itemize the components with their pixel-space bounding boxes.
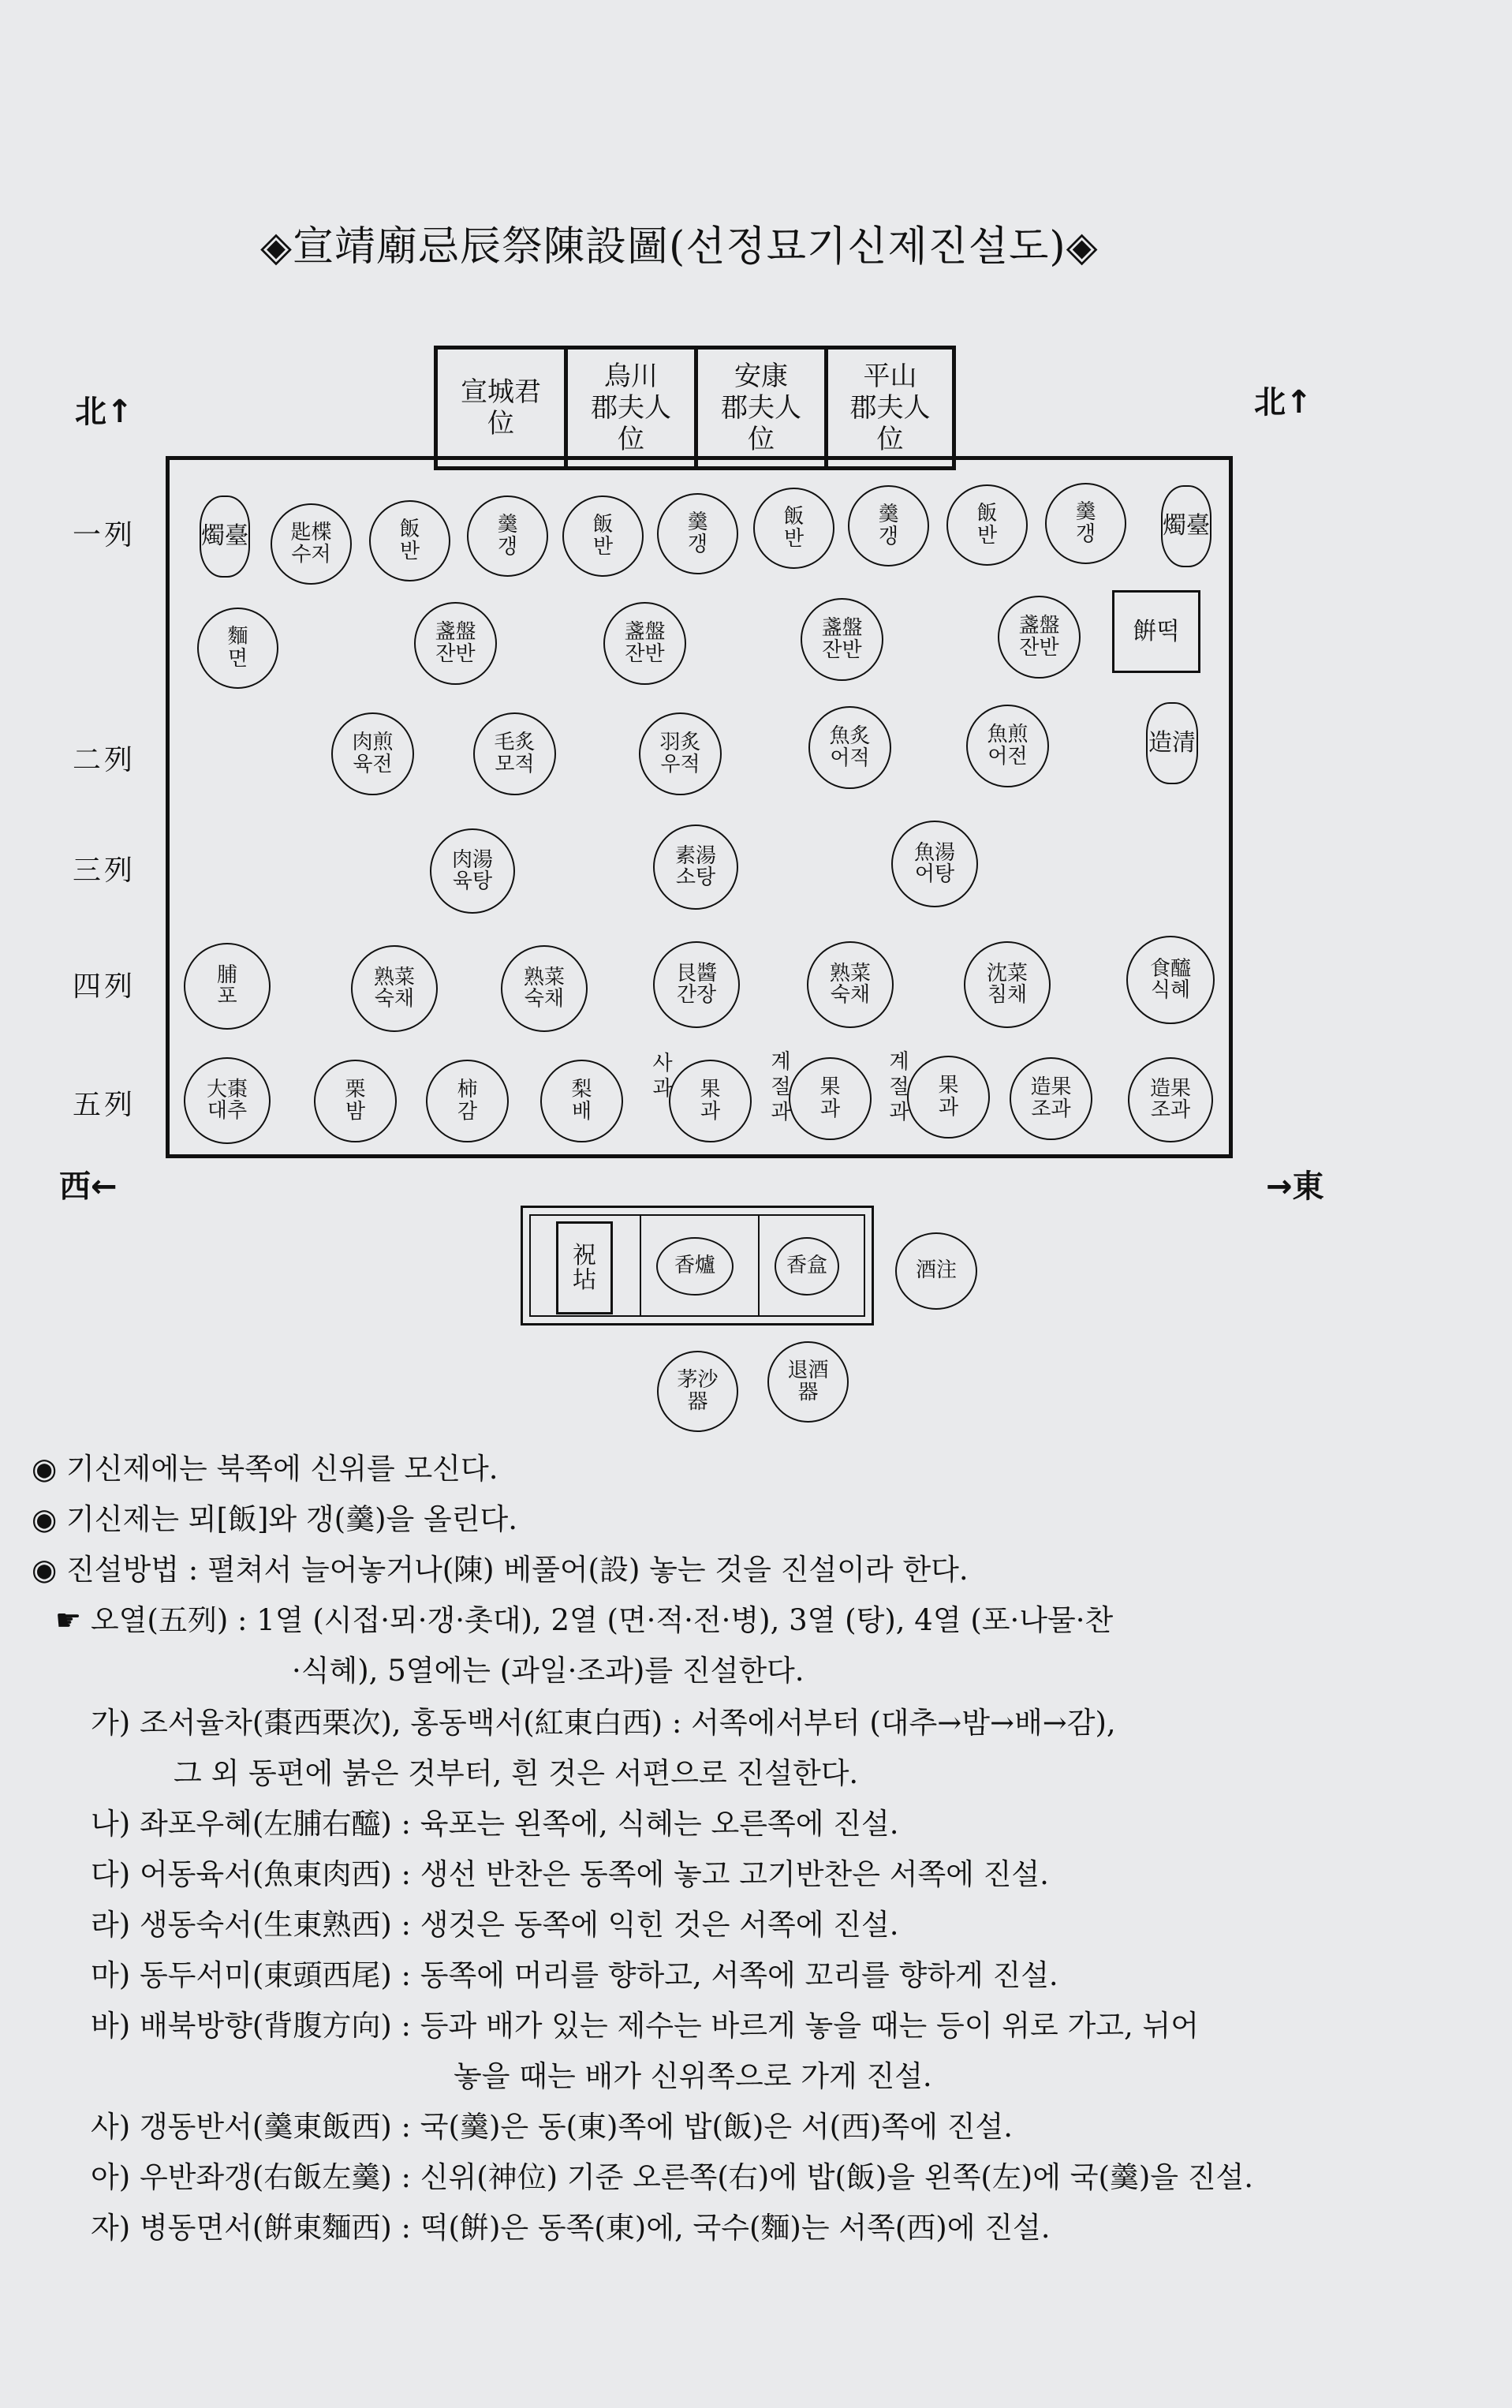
dish-confection-2: [1128, 1057, 1213, 1142]
note-line: 마) 동두서미(東頭西尾) : 동쪽에 머리를 향하고, 서쪽에 꼬리를 향하게 진설.: [91, 1958, 1058, 1992]
note-line: 그 외 동편에 붉은 것부터, 흰 것은 서편으로 진설한다.: [174, 1756, 859, 1790]
page-title: ◈宣靖廟忌辰祭陳設圖(선정묘기신제진설도)◈: [260, 223, 1099, 271]
tablet-seongseong: [434, 346, 568, 470]
note-line: 아) 우반좌갱(右飯左羹) : 신위(神位) 기준 오른쪽(右)에 밥(飯)을 왼쪽(左)에 국(羹)을 진설.: [91, 2160, 1254, 2194]
wine-ewer-text: 酒注: [915, 1258, 957, 1283]
dish-hanja: 果: [938, 1074, 959, 1098]
sand-bowl: [657, 1351, 738, 1432]
dish-hanja: 肉湯: [451, 847, 493, 872]
dish-hanja: 盞盤: [435, 620, 476, 645]
dish-hanja: 飯: [592, 513, 614, 537]
dish-hanja: 素湯: [674, 843, 716, 868]
dish-hanja: 燭臺: [1163, 512, 1210, 540]
tablet-text: 平山: [863, 361, 917, 392]
dish-cooked-veg-1: [351, 945, 438, 1032]
dish-hangul: 잔반: [435, 641, 476, 666]
dish-spoons: [271, 503, 352, 585]
dish-hanja: 麵: [227, 625, 248, 649]
note-seasonal-1: 계절과: [771, 1050, 791, 1124]
dish-hangul: 반: [592, 534, 614, 559]
dish-hangul: 갱: [878, 524, 899, 548]
tablet-text: 位: [876, 424, 904, 455]
north-label-left: 北↑: [75, 394, 133, 430]
dish-fish-soup: [891, 821, 978, 907]
incense-burner-text: 香爐: [674, 1254, 715, 1278]
dish-hangul: 감: [457, 1099, 478, 1124]
dish-hangul: 갱: [497, 534, 518, 559]
tablet-text: 郡夫人: [591, 392, 671, 424]
dish-hanja: 羹: [497, 513, 518, 537]
row-label-3: 三列: [73, 854, 136, 887]
row-label-1: 一列: [73, 519, 136, 552]
dish-hanja: 餠떡: [1133, 617, 1180, 645]
dish-hangul: 과: [938, 1095, 959, 1120]
dish-candlestick-east: [1161, 485, 1211, 567]
dish-hangul: 배: [571, 1099, 592, 1124]
dish-meat-soup: [430, 828, 515, 914]
dish-hanja: 羽炙: [659, 731, 701, 755]
wine-return-bowl-text: 退酒器: [787, 1359, 829, 1404]
note-line: 가) 조서율차(棗西栗次), 홍동백서(紅東白西) : 서쪽에서부터 (대추→밤→배→감),: [91, 1706, 1116, 1740]
dish-hangul: 숙채: [374, 987, 415, 1011]
incense-burner: [656, 1237, 734, 1296]
dish-hangul: 육탕: [452, 869, 493, 893]
note-line: ◉ 기신제는 뫼[飯]와 갱(羹)을 올린다.: [32, 1502, 517, 1536]
dish-soup-1: [467, 495, 548, 577]
dish-hangul: 간장: [676, 983, 717, 1007]
west-label: 西←: [59, 1168, 118, 1205]
dish-fruit-seasonal-1: [789, 1057, 872, 1140]
tablet-text: 位: [487, 408, 514, 439]
dish-pear: [540, 1060, 623, 1142]
dish-hanja: 魚湯: [913, 840, 955, 865]
dish-hangul: 수저: [291, 542, 331, 566]
dish-cooked-veg-3: [807, 941, 894, 1028]
dish-cup-1: [414, 602, 497, 685]
dish-cup-2: [603, 602, 686, 685]
prayer-board-text: 祝坫: [573, 1241, 596, 1294]
dish-hangul: 소탕: [675, 866, 716, 889]
tablet-ocheon: [564, 346, 698, 470]
note-line: ◉ 진설방법 : 펼쳐서 늘어놓거나(陳) 베풀어(設) 놓는 것을 진설이라 한다.: [32, 1553, 969, 1587]
dish-soup-3: [848, 485, 929, 566]
dish-hangul: 모적: [495, 752, 535, 776]
dish-hangul: 잔반: [625, 641, 665, 666]
dish-hanja: 魚炙: [829, 724, 871, 749]
note-line: ◉ 기신제에는 북쪽에 신위를 모신다.: [32, 1452, 498, 1486]
dish-hanja: 食醯: [1149, 956, 1191, 981]
tablet-angang: [694, 346, 828, 470]
dish-soy-sauce: [653, 941, 740, 1028]
dish-persimmon: [426, 1060, 509, 1142]
dish-hangul: 숙채: [830, 983, 871, 1007]
note-line: 다) 어동육서(魚東肉西) : 생선 반찬은 동쪽에 놓고 고기반찬은 서쪽에 진설.: [91, 1857, 1049, 1891]
tablet-text: 宣城君: [461, 376, 541, 408]
dish-hanja: 羹: [1075, 500, 1096, 525]
dish-sikhye: [1126, 936, 1215, 1024]
dish-hanja: 柿: [457, 1078, 478, 1102]
dish-hanja: 造果: [1149, 1076, 1191, 1101]
note-line: 나) 좌포우혜(左脯右醯) : 육포는 왼쪽에, 식혜는 오른쪽에 진설.: [91, 1807, 899, 1841]
dish-hangul: 육전: [353, 752, 393, 776]
dish-hanja: 盞盤: [1018, 614, 1060, 638]
dish-soup-2: [657, 493, 738, 574]
dish-meat-skewer: [473, 712, 556, 795]
dish-dried-meat: [184, 943, 271, 1030]
dish-hanja: 飯: [399, 518, 420, 542]
tablet-text: 位: [748, 424, 775, 455]
tablet-text: 郡夫人: [849, 392, 931, 424]
dish-candlestick-west: [200, 495, 250, 578]
row-label-5: 五列: [73, 1089, 136, 1121]
dish-hanja: 熟菜: [829, 961, 871, 985]
tablet-text: 安康: [734, 361, 788, 392]
dish-hanja: 羹: [687, 510, 708, 535]
dish-soup-4: [1045, 483, 1126, 564]
dish-confection-1: [1010, 1057, 1092, 1140]
dish-hanja: 熟菜: [523, 965, 565, 989]
dish-hangul: 숙채: [524, 987, 565, 1011]
dish-hanja: 飯: [783, 505, 805, 529]
dish-hanja: 盞盤: [821, 616, 863, 641]
dish-hanja: 飯: [976, 502, 998, 526]
sand-bowl-text: 茅沙器: [677, 1368, 719, 1414]
dish-cup-4: [998, 596, 1081, 679]
note-line: 자) 병동면서(餠東麵西) : 떡(餠)은 동쪽(東)에, 국수(麵)는 서쪽(西)에 진설.: [91, 2211, 1051, 2245]
dish-hangul: 대추: [207, 1099, 248, 1123]
dish-hanja: 燭臺: [201, 522, 248, 551]
tablet-pyeongsan: [824, 346, 956, 470]
note-line: ·식혜), 5열에는 (과일·조과)를 진설한다.: [292, 1654, 805, 1688]
dish-rice-1: [369, 500, 450, 581]
dish-meat-jeon: [331, 712, 414, 795]
dish-hangul: 반: [399, 539, 420, 563]
wine-return-bowl: [767, 1341, 849, 1423]
dish-hanja: 盞盤: [624, 620, 666, 645]
incense-box: [775, 1237, 839, 1296]
note-line: ☛ 오열(五列) : 1열 (시접·뫼·갱·촛대), 2열 (면·적·전·병), 3열 (탕), 4열 (포·나물·찬: [55, 1603, 1114, 1637]
dish-fruit-seasonal-2: [907, 1056, 990, 1139]
dish-hangul: 잔반: [822, 638, 862, 662]
east-label: →東: [1266, 1168, 1324, 1205]
row-label-4: 四列: [73, 970, 136, 1003]
note-line: 놓을 때는 배가 신위쪽으로 가게 진설.: [454, 2059, 932, 2093]
dish-hanja: 果: [819, 1075, 841, 1100]
dish-hanja: 艮醬: [675, 961, 717, 985]
dish-hanja: 栗: [345, 1078, 366, 1102]
dish-hangul: 과: [700, 1099, 721, 1124]
dish-hanja: 匙楪: [290, 521, 332, 545]
dish-noodles: [197, 608, 278, 689]
dish-hangul: 조과: [1031, 1097, 1071, 1121]
dish-kimchi: [964, 941, 1051, 1028]
dish-hanja: 熟菜: [373, 965, 415, 989]
dish-jujube: [184, 1057, 271, 1144]
tablet-text: 郡夫人: [721, 392, 801, 424]
tablet-text: 烏川: [604, 361, 658, 392]
dish-hanja: 毛炙: [494, 731, 536, 755]
dish-hanja: 羹: [878, 503, 899, 527]
dish-poultry-skewer: [639, 712, 722, 795]
dish-rice-3: [753, 488, 834, 569]
dish-hangul: 반: [976, 523, 998, 548]
note-line: 바) 배북방향(背腹方向) : 등과 배가 있는 제수는 바르게 놓을 때는 등이 위로 가고, 뉘어: [91, 2009, 1199, 2043]
dish-hangul: 면: [227, 646, 248, 671]
dish-hanja: 魚煎: [987, 723, 1029, 747]
note-apple: 사과: [652, 1052, 673, 1101]
dish-hangul: 우적: [660, 752, 700, 776]
dish-hangul: 조과: [1150, 1098, 1191, 1122]
dish-fish-skewer: [808, 706, 891, 789]
dish-hangul: 포: [217, 985, 237, 1008]
dish-hanja: 造果: [1030, 1075, 1072, 1100]
north-label-right: 北↑: [1254, 384, 1312, 421]
dish-rice-2: [562, 495, 644, 577]
dish-hangul: 반: [783, 526, 805, 551]
dish-hanja: 造清: [1148, 729, 1196, 757]
dish-hangul: 침채: [987, 983, 1028, 1007]
dish-hanja: 沈菜: [986, 961, 1028, 985]
dish-hangul: 어탕: [914, 862, 955, 886]
dish-fruit-apple: [669, 1060, 752, 1142]
dish-hangul: 갱: [1075, 522, 1096, 546]
dish-hangul: 과: [819, 1097, 841, 1121]
dish-hangul: 어적: [830, 746, 870, 770]
dish-fish-jeon: [966, 705, 1049, 787]
note-seasonal-2: 계절과: [889, 1050, 909, 1124]
wine-ewer: [895, 1232, 977, 1310]
dish-hanja: 脯: [216, 963, 237, 987]
prayer-board: [556, 1221, 613, 1314]
dish-hangul: 잔반: [1019, 635, 1059, 660]
dish-rice-4: [946, 484, 1028, 566]
dish-hangul: 식혜: [1150, 978, 1191, 1002]
tablet-text: 位: [618, 424, 644, 455]
dish-cup-3: [801, 598, 883, 681]
dish-hanja: 肉煎: [352, 731, 394, 755]
dish-hangul: 어전: [987, 744, 1028, 768]
row-label-2: 二列: [73, 744, 136, 776]
note-line: 라) 생동숙서(生東熟西) : 생것은 동쪽에 익힌 것은 서쪽에 진설.: [91, 1908, 899, 1942]
dish-cooked-veg-2: [501, 945, 588, 1032]
dish-hanja: 梨: [571, 1078, 592, 1102]
dish-chestnut: [314, 1060, 397, 1142]
dish-hanja: 果: [700, 1078, 721, 1102]
dish-hanja: 大棗: [206, 1077, 248, 1101]
dish-hangul: 갱: [687, 532, 708, 556]
dish-rice-cake: [1112, 590, 1200, 673]
dish-veg-soup: [653, 824, 738, 910]
incense-box-text: 香盒: [786, 1254, 827, 1278]
note-line: 사) 갱동반서(羹東飯西) : 국(羹)은 동(東)쪽에 밥(飯)은 서(西)쪽에 진설.: [91, 2110, 1013, 2144]
dish-sweet-clear: [1146, 702, 1198, 784]
dish-hangul: 밤: [345, 1099, 366, 1124]
